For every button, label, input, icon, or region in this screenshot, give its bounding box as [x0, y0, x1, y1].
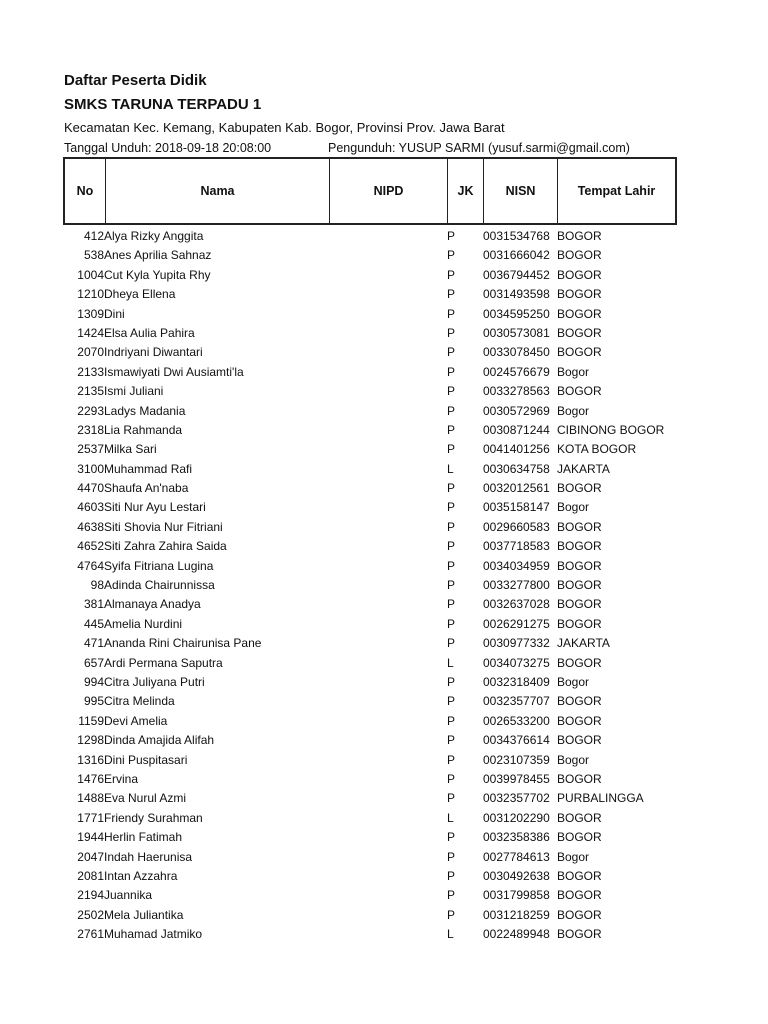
row-jk: P	[447, 384, 456, 399]
table-row	[0, 654, 768, 673]
table-row	[0, 789, 768, 808]
row-jk: P	[447, 519, 456, 534]
row-tempat-lahir: BOGOR	[557, 616, 602, 631]
row-nisn: 0033278563	[483, 384, 550, 399]
row-nama: Dinda Amajida Alifah	[104, 733, 215, 748]
row-nisn: 0027784613	[483, 849, 550, 864]
row-no: 1159	[78, 713, 104, 728]
row-nisn: 0033277800	[483, 578, 550, 593]
row-tempat-lahir: KOTA BOGOR	[557, 442, 637, 457]
row-nisn: 0041401256	[483, 442, 550, 457]
row-nama: Ladys Madania	[104, 403, 186, 418]
row-jk: L	[447, 810, 454, 825]
row-nama: Muhamad Jatmiko	[104, 927, 203, 942]
row-nama: Mela Juliantika	[104, 907, 184, 922]
row-nama: Shaufa An'naba	[104, 481, 189, 496]
row-nama: Indriyani Diwantari	[104, 345, 203, 360]
row-nama: Dheya Ellena	[104, 287, 176, 302]
row-tempat-lahir: Bogor	[557, 849, 590, 864]
table-row	[0, 518, 768, 537]
row-no: 2318	[77, 422, 104, 437]
table-row	[0, 266, 768, 285]
row-nisn: 0036794452	[483, 267, 550, 282]
row-tempat-lahir: BOGOR	[557, 558, 602, 573]
row-no: 4470	[77, 481, 104, 496]
row-nisn: 0030634758	[483, 461, 550, 476]
row-no: 995	[83, 694, 104, 709]
table-row	[0, 615, 768, 634]
row-nama: Ismawiyati Dwi Ausiamti'la	[104, 364, 244, 379]
row-tempat-lahir: BOGOR	[557, 771, 602, 786]
table-row	[0, 828, 768, 847]
column-header-tempat-lahir: Tempat Lahir	[577, 184, 656, 198]
row-nisn: 0026533200	[483, 713, 550, 728]
row-no: 471	[83, 636, 104, 651]
row-nama: Herlin Fatimah	[104, 830, 183, 845]
row-jk: P	[447, 616, 456, 631]
row-nisn: 0032357702	[483, 791, 550, 806]
row-jk: P	[447, 849, 456, 864]
table-header	[63, 157, 677, 225]
table-row	[0, 731, 768, 750]
row-no: 2502	[77, 907, 104, 922]
row-nama: Dini Puspitasari	[104, 752, 188, 767]
row-nama: Dini	[104, 306, 125, 321]
row-jk: P	[447, 674, 456, 689]
row-jk: P	[447, 325, 456, 340]
row-tempat-lahir: Bogor	[557, 500, 590, 515]
row-no: 1309	[77, 306, 104, 321]
table-row	[0, 440, 768, 459]
downloader: Pengunduh: YUSUP SARMI (yusuf.sarmi@gmail.com)	[328, 141, 630, 155]
row-tempat-lahir: Bogor	[557, 364, 590, 379]
row-jk: P	[447, 578, 456, 593]
row-nisn: 0023107359	[483, 752, 550, 767]
row-tempat-lahir: Bogor	[557, 403, 590, 418]
row-nama: Cut Kyla Yupita Rhy	[104, 267, 211, 282]
table-row	[0, 809, 768, 828]
row-nama: Lia Rahmanda	[104, 422, 183, 437]
column-header-jk: JK	[448, 159, 484, 223]
row-nama: Ismi Juliani	[104, 384, 164, 399]
row-jk: P	[447, 345, 456, 360]
table-row	[0, 421, 768, 440]
row-tempat-lahir: BOGOR	[557, 578, 602, 593]
table-row	[0, 712, 768, 731]
row-tempat-lahir: BOGOR	[557, 384, 602, 399]
row-no: 1298	[77, 733, 104, 748]
row-nisn: 0032318409	[483, 674, 550, 689]
row-nisn: 0034595250	[483, 306, 550, 321]
row-nisn: 0033078450	[483, 345, 550, 360]
column-header-nipd: NIPD	[330, 159, 448, 223]
row-nama: Indah Haerunisa	[104, 849, 193, 864]
row-tempat-lahir: BOGOR	[557, 694, 602, 709]
row-no: 445	[83, 616, 104, 631]
row-nama: Devi Amelia	[104, 713, 168, 728]
row-nama: Adinda Chairunnissa	[104, 578, 215, 593]
row-tempat-lahir: BOGOR	[557, 287, 602, 302]
row-jk: P	[447, 248, 456, 263]
student-list	[0, 227, 768, 944]
row-nisn: 0035158147	[483, 500, 550, 515]
row-no: 412	[83, 229, 104, 243]
row-nisn: 0031666042	[483, 248, 550, 263]
table-row	[0, 537, 768, 556]
document-title: Daftar Peserta Didik	[64, 72, 207, 89]
table-row	[0, 324, 768, 343]
row-tempat-lahir: BOGOR	[557, 868, 602, 883]
table-row	[0, 867, 768, 886]
row-nisn: 0026291275	[483, 616, 550, 631]
row-no: 4652	[77, 539, 104, 554]
row-jk: P	[447, 713, 456, 728]
row-jk: P	[447, 830, 456, 845]
row-tempat-lahir: BOGOR	[557, 888, 602, 903]
row-nama: Intan Azzahra	[104, 868, 178, 883]
row-no: 1004	[77, 267, 104, 282]
row-no: 994	[83, 674, 104, 689]
row-nama: Alya Rizky Anggita	[104, 229, 204, 243]
row-nisn: 0022489948	[483, 927, 550, 942]
row-tempat-lahir: BOGOR	[557, 655, 602, 670]
row-tempat-lahir: BOGOR	[557, 481, 602, 496]
row-no: 2135	[77, 384, 104, 399]
row-jk: P	[447, 287, 456, 302]
row-nama: Ervina	[104, 771, 139, 786]
table-row	[0, 246, 768, 265]
column-header-nama: Nama	[106, 159, 330, 223]
row-tempat-lahir: BOGOR	[557, 597, 602, 612]
row-jk: P	[447, 442, 456, 457]
row-nisn: 0039978455	[483, 771, 550, 786]
row-nisn: 0037718583	[483, 539, 550, 554]
row-jk: P	[447, 306, 456, 321]
row-nama: Siti Zahra Zahira Saida	[104, 539, 227, 554]
row-nisn: 0032358386	[483, 830, 550, 845]
table-row	[0, 576, 768, 595]
row-jk: P	[447, 403, 456, 418]
row-nama: Citra Juliyana Putri	[104, 674, 205, 689]
table-row	[0, 557, 768, 576]
row-no: 2070	[77, 345, 104, 360]
row-nisn: 0031493598	[483, 287, 550, 302]
table-row	[0, 460, 768, 479]
download-date: Tanggal Unduh: 2018-09-18 20:08:00	[64, 141, 272, 155]
row-nisn: 0032357707	[483, 694, 550, 709]
row-no: 1944	[77, 830, 104, 845]
row-tempat-lahir: BOGOR	[557, 907, 602, 922]
row-no: 381	[83, 597, 104, 612]
table-row	[0, 848, 768, 867]
table-row	[0, 363, 768, 382]
row-jk: L	[447, 461, 454, 476]
row-jk: P	[447, 422, 456, 437]
row-jk: L	[447, 655, 454, 670]
row-nisn: 0030492638	[483, 868, 550, 883]
row-nama: Siti Shovia Nur Fitriani	[104, 519, 223, 534]
table-row	[0, 343, 768, 362]
row-no: 1476	[77, 771, 104, 786]
row-tempat-lahir: BOGOR	[557, 830, 602, 845]
table-row	[0, 479, 768, 498]
row-no: 2293	[77, 403, 104, 418]
row-nama: Elsa Aulia Pahira	[104, 325, 195, 340]
row-no: 657	[83, 655, 104, 670]
row-no: 2081	[77, 868, 104, 883]
row-no: 2194	[77, 888, 104, 903]
row-nisn: 0031799858	[483, 888, 550, 903]
row-jk: P	[447, 752, 456, 767]
column-header-nisn: NISN	[484, 159, 558, 223]
row-nisn: 0031534768	[483, 229, 550, 243]
row-jk: P	[447, 364, 456, 379]
row-tempat-lahir: BOGOR	[557, 519, 602, 534]
row-tempat-lahir: BOGOR	[557, 927, 602, 942]
row-tempat-lahir: PURBALINGGA	[557, 791, 644, 806]
row-nisn: 0034376614	[483, 733, 550, 748]
row-tempat-lahir: BOGOR	[557, 713, 602, 728]
row-jk: P	[447, 733, 456, 748]
row-nama: Friendy Surahman	[104, 810, 203, 825]
row-jk: P	[447, 539, 456, 554]
row-tempat-lahir: BOGOR	[557, 810, 602, 825]
row-nama: Almanaya Anadya	[104, 597, 201, 612]
row-jk: P	[447, 481, 456, 496]
row-no: 1210	[77, 287, 104, 302]
table-row	[0, 402, 768, 421]
table-row	[0, 770, 768, 789]
row-no: 98	[90, 578, 104, 593]
row-jk: P	[447, 694, 456, 709]
row-nama: Siti Nur Ayu Lestari	[104, 500, 206, 515]
row-tempat-lahir: Bogor	[557, 674, 590, 689]
table-row	[0, 285, 768, 304]
row-tempat-lahir: BOGOR	[557, 325, 602, 340]
row-no: 1316	[77, 752, 104, 767]
row-nama: Amelia Nurdini	[104, 616, 183, 631]
row-jk: P	[447, 500, 456, 515]
row-no: 2537	[77, 442, 104, 457]
row-nisn: 0030573081	[483, 325, 550, 340]
row-jk: P	[447, 771, 456, 786]
row-tempat-lahir: BOGOR	[557, 229, 602, 243]
row-tempat-lahir: BOGOR	[557, 267, 602, 282]
table-row	[0, 382, 768, 401]
row-nama: Anes Aprilia Sahnaz	[104, 248, 212, 263]
row-no: 4638	[77, 519, 104, 534]
row-no: 2047	[77, 849, 104, 864]
row-nisn: 0032637028	[483, 597, 550, 612]
row-no: 4603	[77, 500, 104, 515]
row-tempat-lahir: BOGOR	[557, 539, 602, 554]
row-nama: Ardi Permana Saputra	[104, 655, 223, 670]
row-no: 2133	[77, 364, 104, 379]
row-nisn: 0030977332	[483, 636, 550, 651]
row-no: 538	[83, 248, 104, 263]
row-tempat-lahir: JAKARTA	[557, 461, 610, 476]
row-nama: Juannika	[104, 888, 153, 903]
row-tempat-lahir: BOGOR	[557, 733, 602, 748]
row-no: 1488	[77, 791, 104, 806]
table-row	[0, 925, 768, 944]
row-nama: Syifa Fitriana Lugina	[104, 558, 214, 573]
table-row	[0, 634, 768, 653]
row-jk: P	[447, 791, 456, 806]
row-nisn: 0030572969	[483, 403, 550, 418]
row-nama: Ananda Rini Chairunisa Pane	[104, 636, 262, 651]
table-row	[0, 227, 768, 246]
row-nama: Muhammad Rafi	[104, 461, 193, 476]
row-jk: P	[447, 636, 456, 651]
row-no: 1424	[77, 325, 104, 340]
row-no: 3100	[77, 461, 104, 476]
row-tempat-lahir: BOGOR	[557, 306, 602, 321]
row-no: 4764	[77, 558, 104, 573]
row-nama: Citra Melinda	[104, 694, 175, 709]
row-nisn: 0024576679	[483, 364, 550, 379]
row-jk: P	[447, 558, 456, 573]
row-nisn: 0031202290	[483, 810, 550, 825]
row-jk: P	[447, 229, 456, 243]
column-header-no: No	[65, 159, 106, 223]
row-nisn: 0030871244	[483, 422, 550, 437]
row-tempat-lahir: CIBINONG BOGOR	[557, 422, 665, 437]
table-row	[0, 692, 768, 711]
row-tempat-lahir: BOGOR	[557, 248, 602, 263]
row-jk: P	[447, 267, 456, 282]
row-tempat-lahir: Bogor	[557, 752, 590, 767]
row-jk: P	[447, 868, 456, 883]
table-row	[0, 305, 768, 324]
table-row	[0, 673, 768, 692]
row-no: 1771	[77, 810, 104, 825]
row-nama: Eva Nurul Azmi	[104, 791, 187, 806]
table-row	[0, 498, 768, 517]
school-name: SMKS TARUNA TERPADU 1	[64, 96, 262, 113]
row-nisn: 0029660583	[483, 519, 550, 534]
row-tempat-lahir: BOGOR	[557, 345, 602, 360]
table-row	[0, 751, 768, 770]
row-nisn: 0034034959	[483, 558, 550, 573]
row-jk: P	[447, 907, 456, 922]
row-nisn: 0034073275	[483, 655, 550, 670]
row-nisn: 0031218259	[483, 907, 550, 922]
table-row	[0, 906, 768, 925]
row-jk: P	[447, 888, 456, 903]
row-no: 2761	[77, 927, 104, 942]
row-tempat-lahir: JAKARTA	[557, 636, 610, 651]
row-nama: Milka Sari	[104, 442, 157, 457]
table-row	[0, 886, 768, 905]
location-line: Kecamatan Kec. Kemang, Kabupaten Kab. Bogor, Provinsi Prov. Jawa Barat	[64, 120, 505, 135]
row-nisn: 0032012561	[483, 481, 550, 496]
row-jk: L	[447, 927, 454, 942]
row-jk: P	[447, 597, 456, 612]
table-row	[0, 595, 768, 614]
